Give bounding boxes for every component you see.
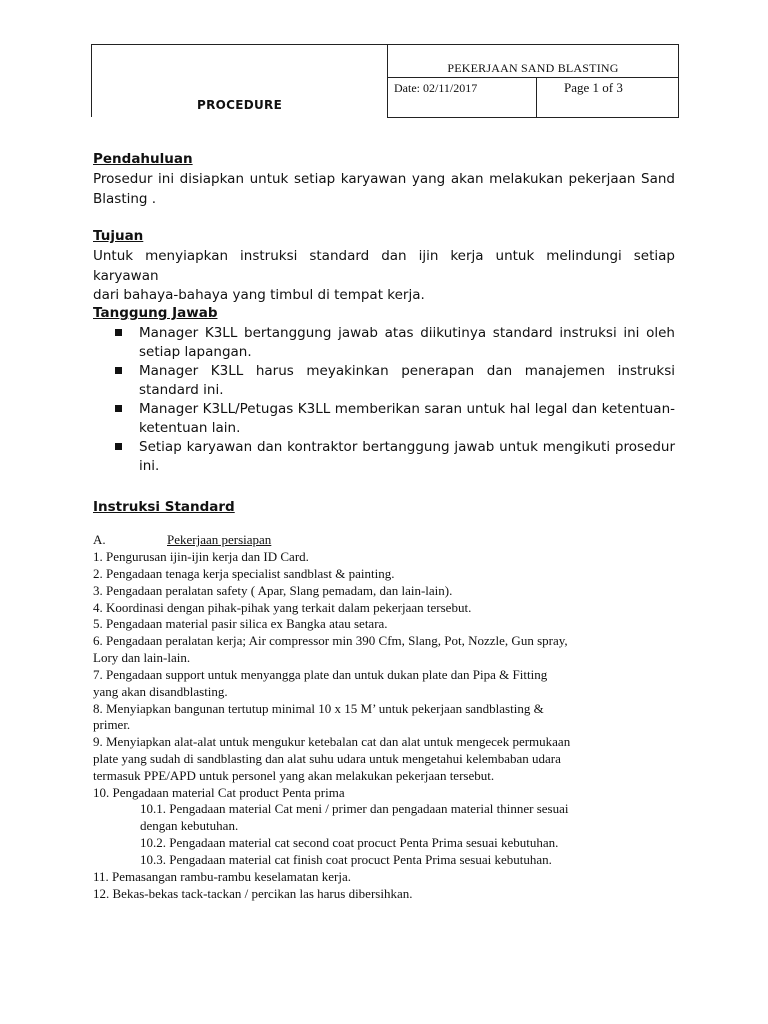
square-bullet-icon xyxy=(115,405,122,412)
list-item-text: Setiap karyawan dan kontraktor bertanggung jawab untuk mengikuti prosedur ini. xyxy=(139,439,675,474)
instruction-line: 6. Pengadaan peralatan kerja; Air compressor min 390 Cfm, Slang, Pot, Nozzle, Gun spray, xyxy=(93,633,568,648)
list-item xyxy=(93,438,675,476)
instruction-subline: 10.1. Pengadaan material Cat meni / primer dan pengadaan material thinner sesuai xyxy=(140,801,569,816)
header-right-cell xyxy=(387,44,679,118)
header-vertical-divider xyxy=(536,77,537,117)
instruction-subline: dengan kebutuhan. xyxy=(140,818,239,833)
heading-instruksi-standard: Instruksi Standard xyxy=(93,499,235,515)
list-item-text: Manager K3LL bertanggung jawab atas diikutinya standard instruksi ini oleh setiap lapangan. xyxy=(139,325,675,360)
instruction-line: 9. Menyiapkan alat-alat untuk mengukur ketebalan cat dan alat untuk mengecek permukaan xyxy=(93,734,571,749)
instruction-line: 8. Menyiapkan bangunan tertutup minimal 10 x 15 M’ untuk pekerjaan sandblasting & xyxy=(93,701,544,716)
header-divider xyxy=(388,77,678,78)
instruction-line: yang akan disandblasting. xyxy=(93,684,228,699)
list-item-text: Manager K3LL harus meyakinkan penerapan dan manajemen instruksi standard ini. xyxy=(139,363,675,398)
list-item-text: Manager K3LL/Petugas K3LL memberikan saran untuk hal legal dan ketentuan-ketentuan lain. xyxy=(139,401,675,436)
instruction-line: 5. Pengadaan material pasir silica ex Bangka atau setara. xyxy=(93,616,388,631)
instruction-line: 3. Pengadaan peralatan safety ( Apar, Slang pemadam, dan lain-lain). xyxy=(93,583,453,598)
heading-tujuan: Tujuan xyxy=(93,228,144,244)
instruction-line: termasuk PPE/APD untuk personel yang akan melakukan pekerjaan tersebut. xyxy=(93,768,495,783)
instruction-line: 1. Pengurusan ijin-ijin kerja dan ID Card. xyxy=(93,549,309,564)
heading-pendahuluan: Pendahuluan xyxy=(93,151,193,167)
instruction-line: 7. Pengadaan support untuk menyangga plate dan untuk dukan plate dan Pipa & Fitting xyxy=(93,667,548,682)
document-date: Date: 02/11/2017 xyxy=(394,81,478,95)
paragraph-line: Prosedur ini disiapkan untuk setiap karyawan yang akan melakukan pekerjaan Sand xyxy=(93,171,675,187)
instruction-subline: 10.2. Pengadaan material cat second coat procuct Penta Prima sesuai kebutuhan. xyxy=(140,835,559,850)
paragraph-tujuan xyxy=(93,247,675,306)
paragraph-line: dari bahaya-bahaya yang timbul di tempat kerja. xyxy=(93,287,425,303)
instruction-line: 11. Pemasangan rambu-rambu keselamatan kerja. xyxy=(93,869,351,884)
square-bullet-icon xyxy=(115,367,122,374)
subsection-letter: A. xyxy=(93,532,106,547)
instruction-subline: 10.3. Pengadaan material cat finish coat procuct Penta Prima sesuai kebutuhan. xyxy=(140,852,552,867)
square-bullet-icon xyxy=(115,329,122,336)
square-bullet-icon xyxy=(115,443,122,450)
instruction-line: Lory dan lain-lain. xyxy=(93,650,191,665)
instruction-line: 4. Koordinasi dengan pihak-pihak yang terkait dalam pekerjaan tersebut. xyxy=(93,600,472,615)
paragraph-line: Untuk menyiapkan instruksi standard dan ijin kerja untuk melindungi setiap karyawan xyxy=(93,248,675,284)
list-item xyxy=(93,400,675,438)
page-number: Page 1 of 3 xyxy=(564,80,623,95)
list-item xyxy=(93,362,675,400)
instruction-line: 2. Pengadaan tenaga kerja specialist sandblast & painting. xyxy=(93,566,395,581)
document-title: PEKERJAAN SAND BLASTING xyxy=(447,61,619,75)
instruction-line: 10. Pengadaan material Cat product Penta prima xyxy=(93,785,345,800)
instruction-line: plate yang sudah di sandblasting dan alat suhu udara untuk mengetahui kelembaban udara xyxy=(93,751,561,766)
document-type: PROCEDURE xyxy=(197,98,283,112)
instruction-line: primer. xyxy=(93,717,131,732)
paragraph-pendahuluan xyxy=(93,170,675,209)
list-item xyxy=(93,324,675,362)
subsection-title: Pekerjaan persiapan xyxy=(167,532,272,547)
instruction-line: 12. Bekas-bekas tack-tackan / percikan las harus dibersihkan. xyxy=(93,886,413,901)
heading-tanggung-jawab: Tanggung Jawab xyxy=(93,305,218,321)
responsibility-list xyxy=(93,324,675,476)
paragraph-line: Blasting . xyxy=(93,190,157,207)
